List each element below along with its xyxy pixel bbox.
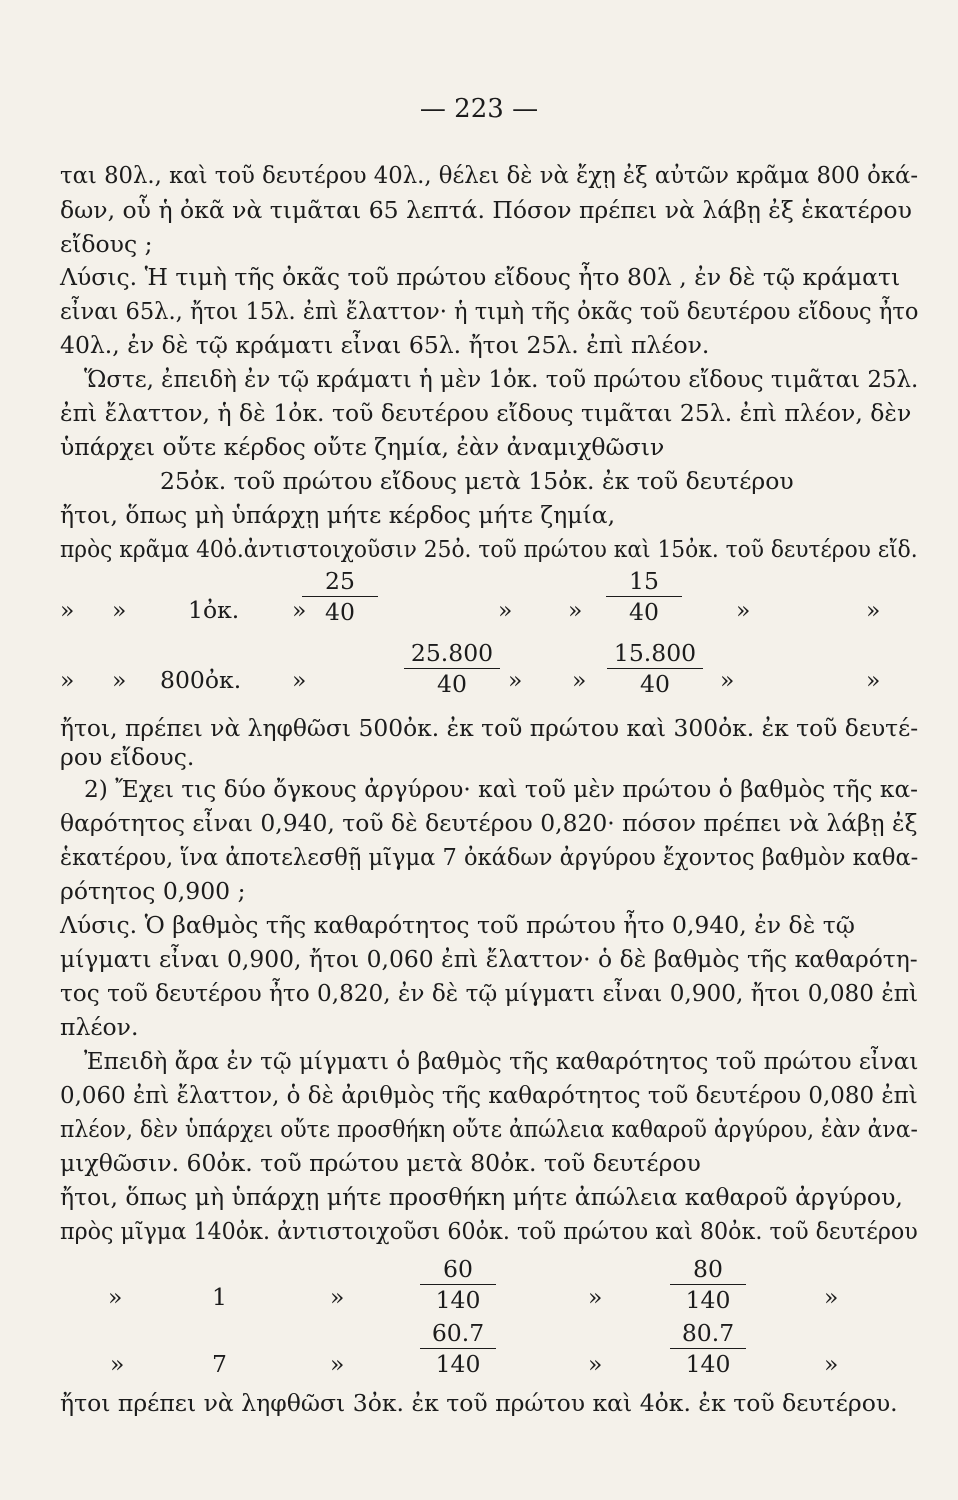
ditto-mark: » [866,596,881,624]
fraction-numerator: 25 [325,567,355,595]
ditto-mark: » [292,666,307,694]
text-line: πλέον, δὲν ὑπάρχει οὔτε προσθήκη οὔτε ἀπώλεια καθαροῦ ἀργύρου, ἐὰν ἀνα- [60,1115,918,1143]
text-line: μίγματι εἶναι 0,900, ἤτοι 0,060 ἐπὶ ἔλαττον· ὁ δὲ βαθμὸς τῆς καθαρότη- [60,945,918,973]
text-line: πρὸς κρᾶμα 40ὀ.ἀντιστοιχοῦσιν 25ὀ. τοῦ πρώτου καὶ 15ὀκ. τοῦ δευτέρου εἴδ. [60,535,918,563]
ditto-mark: » [330,1283,345,1311]
fraction [398,1318,518,1379]
text-line: μιχθῶσιν. 60ὀκ. τοῦ πρώτου μετὰ 80ὀκ. τοῦ δευτέρου [60,1149,701,1177]
ditto-mark: » [330,1350,345,1378]
ditto-mark: » [110,1350,125,1378]
fraction [585,638,725,699]
text-line: εἴδους ; [60,230,153,258]
row-label: 7 [212,1350,227,1378]
ditto-mark: » [60,666,75,694]
text-line: πλέον. [60,1013,139,1041]
fraction [648,1318,768,1379]
fraction [398,1254,518,1315]
fraction [584,566,704,627]
fraction-denominator: 40 [640,670,670,698]
row-label: 1 [212,1283,227,1311]
fraction [648,1254,768,1315]
text-line: Ὥστε, ἐπειδὴ ἐν τῷ κράματι ἡ μὲν 1ὀκ. τοῦ πρώτου εἴδους τιμᾶται 25λ. [84,365,919,393]
fraction-numerator: 60.7 [431,1319,485,1347]
ditto-mark: » [866,666,881,694]
ditto-mark: » [112,666,127,694]
fraction-numerator: 15.800 [613,639,697,667]
text-line: 40λ., ἐν δὲ τῷ κράματι εἶναι 65λ. ἤτοι 25λ. ἐπὶ πλέον. [60,331,710,359]
fraction-denominator: 140 [435,1286,481,1314]
ditto-mark: » [60,596,75,624]
fraction-denominator: 140 [685,1350,731,1378]
fraction-numerator: 80 [693,1255,723,1283]
fraction-denominator: 40 [437,670,467,698]
text-line: ἤτοι, ὅπως μὴ ὑπάρχῃ μήτε κέρδος μήτε ζημία, [60,501,616,529]
ditto-mark: » [588,1283,603,1311]
text-line: ἤτοι πρέπει νὰ ληφθῶσι 3ὀκ. ἐκ τοῦ πρώτου καὶ 4ὀκ. ἐκ τοῦ δευτέρου. [60,1389,898,1417]
text-line: Λύσις. Ὁ βαθμὸς τῆς καθαρότητος τοῦ πρώτου ἦτο 0,940, ἐν δὲ τῷ [60,911,855,939]
text-line: ἐπὶ ἔλαττον, ἡ δὲ 1ὀκ. τοῦ δευτέρου εἴδους τιμᾶται 25λ. ἐπὶ πλέον, δὲν [60,399,912,427]
ditto-mark: » [824,1350,839,1378]
text-line: Ἐπειδὴ ἄρα ἐν τῷ μίγματι ὁ βαθμὸς τῆς καθαρότητος τοῦ πρώτου εἶναι [84,1047,919,1075]
text-line: Λύσις. Ἡ τιμὴ τῆς ὀκᾶς τοῦ πρώτου εἴδους ἦτο 80λ , ἐν δὲ τῷ κράματι [60,263,901,291]
ditto-mark: » [824,1283,839,1311]
text-line: 0,060 ἐπὶ ἔλαττον, ὁ δὲ ἀριθμὸς τῆς καθαρότητος τοῦ δευτέρου 0,080 ἐπὶ [60,1081,918,1109]
ditto-mark: » [108,1283,123,1311]
page-number: — 223 — [419,94,539,124]
ditto-mark: » [572,666,587,694]
row-label: 800ὀκ. [160,666,242,694]
text-line: 2) Ἔχει τις δύο ὄγκους ἀργύρου· καὶ τοῦ μὲν πρώτου ὁ βαθμὸς τῆς κα- [84,775,919,803]
ditto-mark: » [736,596,751,624]
text-line: πρὸς μῖγμα 140ὀκ. ἀντιστοιχοῦσι 60ὀκ. τοῦ πρώτου καὶ 80ὀκ. τοῦ δευτέρου [60,1217,918,1245]
fraction-denominator: 140 [685,1286,731,1314]
ditto-mark: » [568,596,583,624]
text-line: τος τοῦ δευτέρου ἦτο 0,820, ἐν δὲ τῷ μίγματι εἶναι 0,900, ἤτοι 0,080 ἐπὶ [60,979,919,1007]
text-line: 25ὀκ. τοῦ πρώτου εἴδους μετὰ 15ὀκ. ἐκ τοῦ δευτέρου [160,467,794,495]
fraction-numerator: 60 [443,1255,473,1283]
ditto-mark: » [498,596,513,624]
ditto-mark: » [720,666,735,694]
fraction-numerator: 80.7 [681,1319,735,1347]
fraction-numerator: 15 [629,567,659,595]
text-line: ἤτοι, πρέπει νὰ ληφθῶσι 500ὀκ. ἐκ τοῦ πρώτου καὶ 300ὀκ. ἐκ τοῦ δευτέ- [60,714,919,742]
row-label: 1ὀκ. [188,596,240,624]
fraction-denominator: 40 [629,598,659,626]
text-line: ρότητος 0,900 ; [60,877,246,905]
ditto-mark: » [588,1350,603,1378]
text-line: θαρότητος εἶναι 0,940, τοῦ δὲ δευτέρου 0,820· πόσον πρέπει νὰ λάβῃ ἐξ [60,809,918,837]
text-line: εἶναι 65λ., ἤτοι 15λ. ἐπὶ ἔλαττον· ἡ τιμὴ τῆς ὀκᾶς τοῦ δευτέρου εἴδους ἦτο [60,297,919,325]
ditto-mark: » [508,666,523,694]
text-line: ἑκατέρου, ἵνα ἀποτελεσθῇ μῖγμα 7 ὀκάδων ἀργύρου ἔχοντος βαθμὸν καθα- [60,843,919,871]
text-line: ἤτοι, ὅπως μὴ ὑπάρχῃ μήτε προσθήκη μήτε ἀπώλεια καθαροῦ ἀργύρου, [60,1183,903,1211]
fraction [382,638,522,699]
fraction [280,566,400,627]
text-line: ται 80λ., καὶ τοῦ δευτέρου 40λ., θέλει δὲ νὰ ἔχῃ ἐξ αὐτῶν κρᾶμα 800 ὀκά- [60,161,918,189]
text-line: δων, οὗ ἡ ὀκᾶ νὰ τιμᾶται 65 λεπτά. Πόσον πρέπει νὰ λάβῃ ἐξ ἑκατέρου [60,196,912,224]
fraction-denominator: 40 [325,598,355,626]
fraction-denominator: 140 [435,1350,481,1378]
ditto-mark: » [112,596,127,624]
text-line: ρου εἴδους. [60,743,195,771]
text-line: ὑπάρχει οὔτε κέρδος οὔτε ζημία, ἐὰν ἀναμιχθῶσιν [60,433,665,461]
fraction-numerator: 25.800 [410,639,494,667]
ditto-mark: » [292,596,307,624]
